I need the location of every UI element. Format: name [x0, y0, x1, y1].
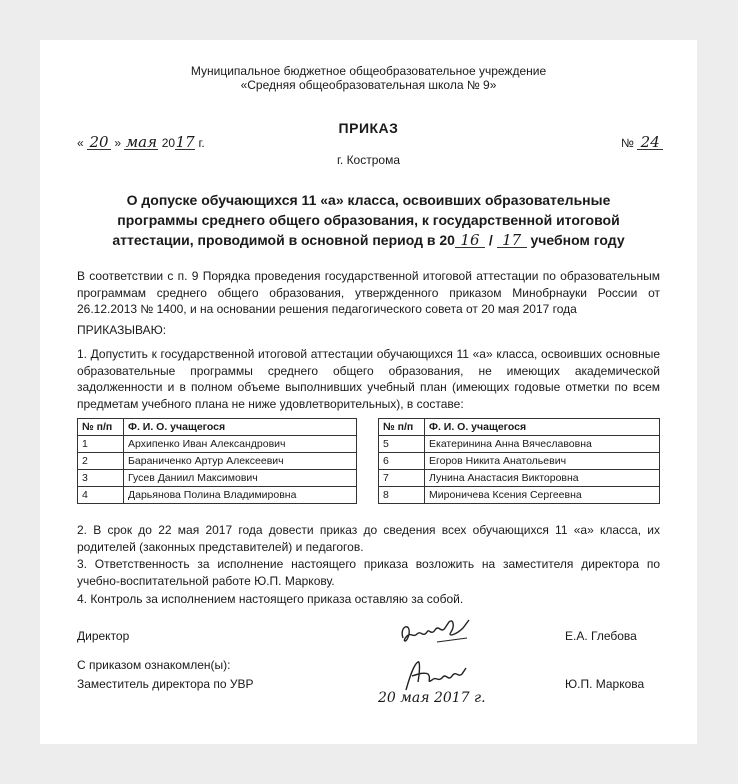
students-table-left	[77, 418, 357, 504]
deputy-sign-date: 20 мая 2017 г.	[378, 690, 486, 706]
director-name: Е.А. Глебова	[565, 629, 637, 643]
order-word: ПРИКАЗЫВАЮ:	[77, 323, 167, 337]
heading-year-from: 16	[455, 233, 485, 248]
student-num: 1	[78, 436, 124, 453]
institution-line-2: «Средняя общеобразовательная школа № 9»	[240, 78, 497, 92]
director-signature	[397, 612, 477, 652]
table-header-name: Ф. И. О. учащегося	[425, 419, 660, 436]
date-open-quote: «	[77, 136, 84, 150]
student-num: 2	[78, 453, 124, 470]
table-row	[78, 453, 357, 470]
date-year-suffix: 17	[175, 133, 195, 151]
table-row	[379, 453, 660, 470]
student-num: 6	[379, 453, 425, 470]
document-page	[40, 40, 697, 744]
heading-line-3-end: учебном году	[530, 232, 625, 248]
institution-line-1: Муниципальное бюджетное общеобразовательное учреждение	[190, 64, 547, 78]
student-name: Екатеринина Анна Вячеславовна	[425, 436, 660, 453]
student-name: Архипенко Иван Александрович	[124, 436, 357, 453]
date-close-quote: »	[114, 136, 122, 150]
students-table-right	[378, 418, 660, 504]
student-num: 5	[379, 436, 425, 453]
heading-line-3-text: аттестации, проводимой в основной период в 20	[112, 232, 455, 248]
order-number	[621, 135, 663, 150]
student-num: 8	[379, 487, 425, 504]
student-num: 7	[379, 470, 425, 487]
table-row	[379, 470, 660, 487]
date-year-prefix: 20	[161, 136, 176, 150]
heading-year-to: 17	[497, 233, 527, 248]
heading-slash: /	[488, 232, 493, 248]
student-name: Мироничева Ксения Сергеевна	[425, 487, 660, 504]
item-2: 2. В срок до 22 мая 2017 года довести приказ до сведения всех обучающихся 11 «а» класса, их родителей (законных представителей) и педагогов.	[77, 523, 660, 554]
item-1: 1. Допустить к государственной итоговой аттестации обучающихся 11 «а» класса, освоивших основные образовательные программы среднего общего образования, не имеющих академической задолженности и в полном объеме выполнивших учебный план (имеющих годовые отметки по всем предметам учебного плана не ниже удовлетворительных), в составе:	[77, 347, 660, 411]
student-name: Егоров Никита Анатольевич	[425, 453, 660, 470]
table-row	[379, 436, 660, 453]
date-day: 20	[87, 135, 111, 150]
director-role: Директор	[77, 629, 130, 643]
order-date	[77, 135, 205, 150]
heading-line-2: программы среднего общего образования, к государственной итоговой	[117, 212, 620, 228]
heading-line-1: О допуске обучающихся 11 «а» класса, освоивших образовательные	[126, 192, 611, 208]
table-row	[379, 487, 660, 504]
table-row	[78, 470, 357, 487]
preamble: В соответствии с п. 9 Порядка проведения государственной итоговой аттестации по образовательным программам среднего общего образования, утвержденного приказом Минобрнауки России от 26.12.2013 № 1400, и на основании решения педагогического совета от 20 мая 2017 года	[77, 269, 660, 316]
student-num: 3	[78, 470, 124, 487]
institution-header	[40, 64, 697, 92]
acknowledged-label: С приказом ознакомлен(ы):	[77, 658, 231, 672]
heading-line-3	[100, 230, 637, 250]
date-month: мая	[125, 133, 158, 151]
number-sign: №	[621, 136, 634, 150]
student-name: Лунина Анастасия Викторовна	[425, 470, 660, 487]
table-header-name: Ф. И. О. учащегося	[124, 419, 357, 436]
order-heading	[100, 190, 637, 250]
item-3: 3. Ответственность за исполнение настоящего приказа возложить на заместителя директора по учебно-воспитательной работе Ю.П. Маркову.	[77, 557, 660, 588]
table-row	[78, 487, 357, 504]
table-header-num: № п/п	[78, 419, 124, 436]
table-row	[78, 436, 357, 453]
deputy-name: Ю.П. Маркова	[565, 677, 645, 691]
document-title: ПРИКАЗ	[338, 120, 399, 136]
table-header-row	[379, 419, 660, 436]
date-year-abbr: г.	[198, 136, 205, 150]
number-value: 24	[637, 135, 663, 150]
item-4: 4. Контроль за исполнением настоящего приказа оставляю за собой.	[77, 592, 464, 606]
student-name: Дарьянова Полина Владимировна	[124, 487, 357, 504]
table-header-row	[78, 419, 357, 436]
student-name: Бараниченко Артур Алексеевич	[124, 453, 357, 470]
city: г. Кострома	[336, 153, 400, 167]
student-num: 4	[78, 487, 124, 504]
student-name: Гусев Даниил Максимович	[124, 470, 357, 487]
table-header-num: № п/п	[379, 419, 425, 436]
deputy-role: Заместитель директора по УВР	[77, 677, 254, 691]
